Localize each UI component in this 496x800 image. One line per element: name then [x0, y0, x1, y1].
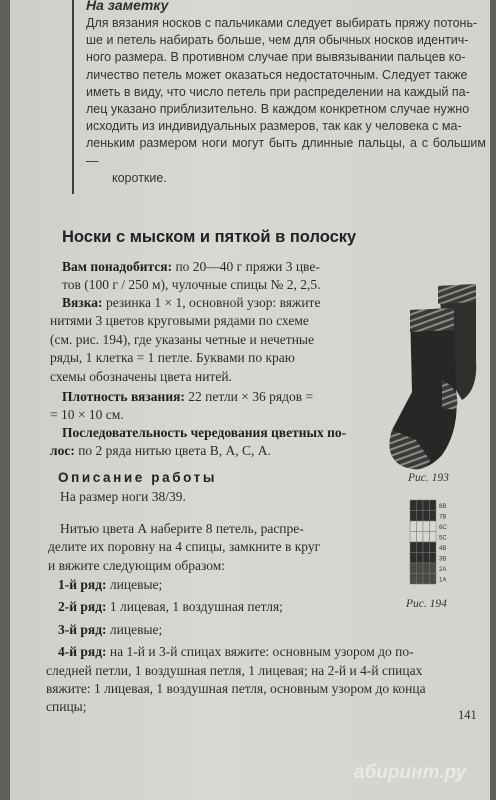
- row-item: [46, 621, 466, 639]
- intro-paragraph: [48, 520, 386, 575]
- intro-line: и вяжите следующим образом:: [48, 557, 226, 573]
- grid-cell: [417, 500, 424, 511]
- row-text: лицевые;: [106, 577, 163, 592]
- page-number: 141: [458, 708, 477, 722]
- knitting-label: Вязка:: [62, 295, 103, 310]
- watermark-logo: абиринт.ру: [354, 762, 467, 783]
- book-page: [10, 0, 490, 800]
- knitting-line: нитями 3 цветов круговыми рядами по схеме: [50, 313, 309, 329]
- knitting-text: резинка 1 × 1, основной узор: вяжите: [102, 295, 321, 310]
- knitting-line: схемы обозначены цвета нитей.: [50, 368, 232, 384]
- knitting-chart-grid: [408, 496, 468, 592]
- grid-cell: [430, 511, 437, 522]
- grid-cell: [430, 532, 437, 543]
- grid-cell: [423, 542, 430, 553]
- grid-cell: [423, 574, 430, 585]
- grid-cell: [423, 521, 430, 532]
- knitting-line: (см. рис. 194), где указаны четные и нечетные: [50, 331, 314, 347]
- grid-row-label: 7B: [439, 514, 447, 521]
- row-continuation: спицы;: [46, 699, 87, 715]
- grid-cell: [417, 563, 424, 574]
- intro-line: Нитью цвета А наберите 8 петель, распре-: [60, 521, 304, 536]
- note-line: Для вязания носков с пальчиками следует выбирать пряжу потонь-: [86, 16, 478, 30]
- grid-cell: [410, 500, 417, 511]
- row-continuation: вяжите: 1 лицевая, 1 воздушная петля, основным узором до конца: [46, 681, 426, 697]
- description-heading: Описание работы: [58, 470, 217, 485]
- grid-cell: [430, 542, 437, 553]
- note-line: короткие.: [112, 170, 167, 185]
- materials-text: тов (100 г / 250 м), чулочные спицы № 2, 2,5.: [62, 277, 321, 293]
- grid-cell: [417, 521, 424, 532]
- note-line: лец указано приблизительно. В каждом конкретном случае нужно: [86, 102, 470, 117]
- density-paragraph: [50, 388, 370, 425]
- size-line: На размер ноги 38/39.: [60, 489, 186, 504]
- note-box: [72, 0, 490, 194]
- row-text: 1 лицевая, 1 воздушная петля;: [106, 599, 283, 615]
- section-title: Носки с мыском и пяткой в полоску: [62, 228, 357, 246]
- note-line: леньким размером ноги могут быть длинные пальцы, а с большим —: [86, 136, 486, 168]
- grid-cell: [417, 553, 424, 564]
- grid-cell: [410, 511, 417, 522]
- grid-cell: [410, 542, 417, 553]
- sequence-paragraph: [50, 424, 380, 461]
- materials-paragraph: [62, 258, 362, 295]
- grid-cell: [423, 532, 430, 543]
- grid-row-label: 8B: [439, 504, 447, 510]
- row-label: 1-й ряд:: [58, 577, 107, 592]
- materials-text: по 20—40 г пряжи 3 цве-: [172, 259, 320, 274]
- note-line: личество петель может оказаться недостаточным. Следует также: [86, 67, 468, 82]
- grid-cell: [423, 553, 430, 564]
- grid-row-label: 1A: [439, 577, 447, 584]
- grid-cell: [417, 574, 424, 585]
- grid-cell: [417, 511, 424, 522]
- sequence-label: лос:: [50, 443, 75, 459]
- grid-row-label: 2A: [439, 567, 447, 573]
- grid-cell: [430, 574, 437, 585]
- intro-line: делите их поровну на 4 спицы, замкните в круг: [48, 539, 321, 555]
- sequence-text: по 2 ряда нитью цвета В, А, С, А.: [74, 443, 271, 459]
- figure-194-caption: Рис. 194: [406, 598, 447, 610]
- grid-cell: [430, 563, 437, 574]
- density-text: 22 петли × 36 рядов =: [184, 389, 314, 404]
- rows-list: [46, 576, 466, 717]
- row-item: [46, 576, 466, 594]
- grid-cell: [423, 500, 430, 511]
- grid-cell: [410, 553, 417, 564]
- grid-cell: [410, 563, 417, 574]
- grid-row-label: 3B: [439, 556, 447, 563]
- row-item: [46, 598, 466, 616]
- note-line: ного размера. В противном случае при вывязывании пальцев ко-: [86, 50, 466, 65]
- grid-cell: [423, 563, 430, 574]
- note-line: иметь в виду, что число петель при распределении на каждый па-: [86, 84, 470, 99]
- sequence-label: Последовательность чередования цветных по-: [62, 425, 347, 440]
- grid-cell: [410, 521, 417, 532]
- striped-socks-illustration: [380, 280, 486, 480]
- row-text: лицевые;: [106, 621, 163, 637]
- row-label: 2-й ряд:: [58, 599, 107, 615]
- grid-row-label: 4B: [439, 546, 447, 552]
- density-label: Плотность вязания:: [62, 389, 185, 404]
- grid-cell: [430, 553, 437, 564]
- row-label: 4-й ряд:: [58, 644, 107, 660]
- knitting-line: ряды, 1 клетка = 1 петле. Буквами по краю: [50, 350, 295, 366]
- materials-label: Вам понадобится:: [62, 259, 173, 274]
- grid-cell: [410, 532, 417, 543]
- density-text: = 10 × 10 см.: [50, 407, 124, 423]
- note-title: На заметку: [86, 0, 169, 13]
- grid-cell: [430, 521, 437, 532]
- row-text: на 1-й и 3-й спицах вяжите: основным узором до по-: [106, 644, 414, 660]
- grid-cell: [430, 500, 437, 511]
- grid-row-label: 5C: [439, 535, 447, 542]
- row-continuation: следней петли, 1 воздушная петля, 1 лицевая; на 2-й и 4-й спицах: [46, 662, 423, 678]
- grid-cell: [417, 542, 424, 553]
- note-line: ше и петель набирать больше, чем для обычных носков идентич-: [86, 33, 469, 48]
- row-item: [46, 643, 466, 661]
- knitting-paragraph: [50, 294, 365, 386]
- grid-cell: [410, 574, 417, 585]
- grid-row-label: 6C: [439, 525, 447, 531]
- grid-cell: [423, 511, 430, 522]
- grid-cell: [417, 532, 424, 543]
- row-label: 3-й ряд:: [58, 621, 107, 637]
- figure-193-caption: Рис. 193: [408, 472, 449, 484]
- note-body: [86, 15, 486, 187]
- note-line: исходить из индивидуальных размеров, так как у человека с ма-: [86, 119, 462, 134]
